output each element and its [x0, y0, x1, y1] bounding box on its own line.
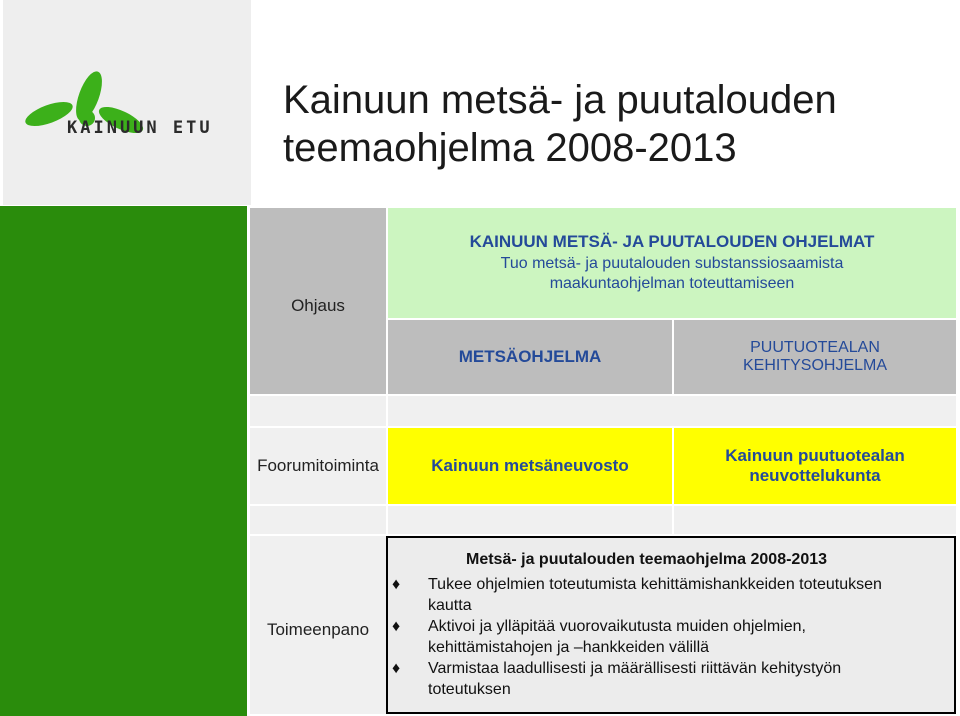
bullet-icon: ♦: [392, 576, 401, 593]
kehitysohjelma-line-1: PUUTUOTEALAN: [750, 339, 880, 356]
ohjelmat-heading: KAINUUN METSÄ- JA PUUTALOUDEN OHJELMAT: [469, 232, 875, 251]
metsaohjelma-cell: [388, 320, 672, 394]
title-line-1: Kainuun metsä- ja puutalouden: [283, 78, 837, 122]
toimeenpano-label-cell: [250, 536, 386, 714]
ohjaus-label: Ohjaus: [291, 296, 345, 315]
list-item-line-1: Aktivoi ja ylläpitää vuorovaikutusta muiden ohjelmien,: [428, 618, 806, 635]
neuvottelukunta-cell: [674, 428, 956, 504]
foorumi-label-cell: [250, 428, 386, 504]
list-item: [388, 574, 954, 616]
list-item-line-2: kehittämistahojen ja –hankkeiden välillä: [428, 639, 710, 656]
teemaohjelma-list: [388, 574, 954, 700]
list-item-line-2: kautta: [428, 597, 472, 614]
ohjelmat-text: Tuo metsä- ja puutalouden substanssiosaamista maakuntaohjelman toteuttamiseen: [500, 255, 844, 292]
spacer-cell: [388, 506, 672, 534]
list-item-line-1: Tukee ohjelmien toteutumista kehittämishankkeiden toteutuksen: [428, 576, 882, 593]
toimeenpano-label: Toimeenpano: [266, 620, 370, 639]
list-item: [388, 616, 954, 658]
metsaneuvosto-cell: [388, 428, 672, 504]
kehitysohjelma-line-2: KEHITYSOHJELMA: [742, 357, 888, 374]
metsaneuvosto-label: Kainuun metsäneuvosto: [431, 456, 629, 475]
neuvottelukunta-line-2: neuvottelukunta: [749, 466, 881, 485]
ohjelmat-cell: [388, 208, 956, 318]
logo-text: KAINUUN ETU: [67, 118, 213, 138]
spacer-cell: [250, 396, 386, 426]
logo: [3, 0, 251, 205]
spacer-cell: [674, 506, 956, 534]
kehitysohjelma-cell: [674, 320, 956, 394]
green-side-bar: [0, 206, 247, 716]
propeller-logo-icon: [3, 0, 251, 205]
neuvottelukunta-line-1: Kainuun puutuotealan: [725, 446, 905, 465]
page-title: [283, 76, 933, 172]
bullet-icon: ♦: [392, 660, 401, 677]
spacer-cell: [250, 506, 386, 534]
list-item-line-2: toteutuksen: [428, 681, 511, 698]
teemaohjelma-title: Metsä- ja puutalouden teemaohjelma 2008-2013: [466, 551, 828, 568]
foorumi-label: Foorumitoiminta: [257, 456, 379, 475]
title-line-2: teemaohjelma 2008-2013: [283, 126, 737, 170]
list-item-line-1: Varmistaa laadullisesti ja määrällisesti riittävän kehitystyön: [428, 660, 842, 677]
ohjaus-label-cell: [250, 208, 386, 394]
bullet-icon: ♦: [392, 618, 401, 635]
metsaohjelma-label: METSÄOHJELMA: [458, 347, 602, 366]
spacer-cell: [388, 396, 956, 426]
teemaohjelma-box: [386, 536, 956, 714]
list-item: [388, 658, 954, 700]
